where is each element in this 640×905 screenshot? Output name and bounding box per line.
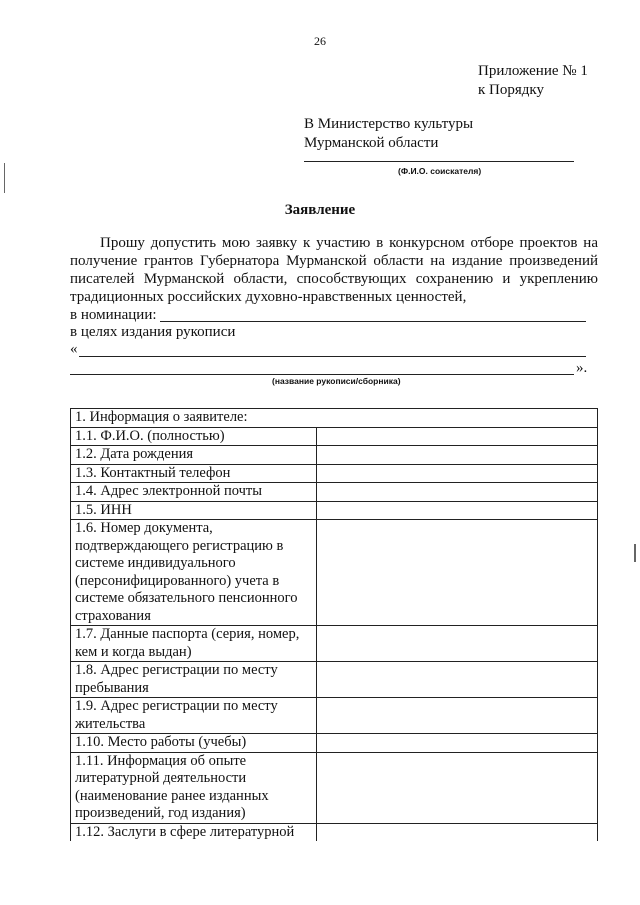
scan-margin-mark [634, 544, 636, 562]
table-row [71, 698, 598, 734]
row-value-cell[interactable] [317, 520, 598, 626]
nomination-row [70, 306, 157, 324]
row-value-cell[interactable] [317, 464, 598, 483]
quote-open: « [70, 341, 78, 357]
table-row [71, 662, 598, 698]
addressee-line: В Министерство культуры [304, 116, 474, 132]
appendix-line: Приложение № 1 [478, 63, 588, 79]
row-label: 1.2. Дата рождения [71, 446, 317, 465]
row-label: 1.12. Заслуги в сфере литературной [71, 823, 317, 841]
addressee-line: Мурманской области [304, 135, 439, 151]
table-row [71, 501, 598, 520]
table-row [71, 823, 598, 841]
table-row [71, 734, 598, 753]
quote-close: ». [576, 360, 588, 376]
row-label: 1.5. ИНН [71, 501, 317, 520]
row-label: 1.9. Адрес регистрации по месту жительства [71, 698, 317, 734]
row-label: 1.10. Место работы (учебы) [71, 734, 317, 753]
row-value-cell[interactable] [317, 823, 598, 841]
row-label: 1.11. Информация об опыте литературной деятельности (наименование ранее изданных произведений, год издания) [71, 752, 317, 823]
row-value-cell[interactable] [317, 427, 598, 446]
row-value-cell[interactable] [317, 662, 598, 698]
row-value-cell[interactable] [317, 752, 598, 823]
manuscript-title-field-line2[interactable] [70, 374, 574, 375]
applicant-name-caption: (Ф.И.О. соискателя) [398, 166, 482, 176]
row-value-cell[interactable] [317, 734, 598, 753]
appendix-reference [478, 62, 588, 100]
row-label: 1.7. Данные паспорта (серия, номер, кем и когда выдан) [71, 626, 317, 662]
scan-margin-mark [4, 163, 5, 193]
table-row [71, 520, 598, 626]
table-row [71, 752, 598, 823]
row-label: 1.6. Номер документа, подтверждающего регистрацию в системе индивидуального (персонифицированного) учета в системе обязательного пенсионного страхования [71, 520, 317, 626]
manuscript-title-caption: (название рукописи/сборника) [272, 376, 401, 386]
document-title: Заявление [284, 202, 356, 218]
applicant-name-field[interactable] [304, 161, 574, 162]
nomination-field[interactable] [160, 321, 586, 322]
page-number: 26 [314, 34, 326, 48]
table-row [71, 464, 598, 483]
row-value-cell[interactable] [317, 698, 598, 734]
row-value-cell[interactable] [317, 483, 598, 502]
row-label: 1.8. Адрес регистрации по месту пребывания [71, 662, 317, 698]
row-value-cell[interactable] [317, 446, 598, 465]
row-label: 1.3. Контактный телефон [71, 464, 317, 483]
appendix-line: к Порядку [478, 82, 544, 98]
applicant-info-table [70, 408, 598, 841]
table-row [71, 446, 598, 465]
table-row [71, 427, 598, 446]
manuscript-title-field[interactable] [79, 356, 586, 357]
application-paragraph [70, 234, 598, 306]
row-label: 1.1. Ф.И.О. (полностью) [71, 427, 317, 446]
table-header-row [71, 409, 598, 428]
paragraph-text: Прошу допустить мою заявку к участию в конкурсном отборе проектов на получение грантов Губернатора Мурманской области на издание произведений писателей Мурманской области, способствующих сохранению и укреплению традиционных российских духовно-нравственных ценностей, [70, 235, 598, 305]
table-header: 1. Информация о заявителе: [71, 409, 598, 428]
manuscript-label: в целях издания рукописи [70, 324, 236, 340]
table-row [71, 483, 598, 502]
table-row [71, 626, 598, 662]
addressee [304, 115, 473, 153]
nomination-label: в номинации: [70, 307, 157, 323]
row-label: 1.4. Адрес электронной почты [71, 483, 317, 502]
row-value-cell[interactable] [317, 626, 598, 662]
row-value-cell[interactable] [317, 501, 598, 520]
